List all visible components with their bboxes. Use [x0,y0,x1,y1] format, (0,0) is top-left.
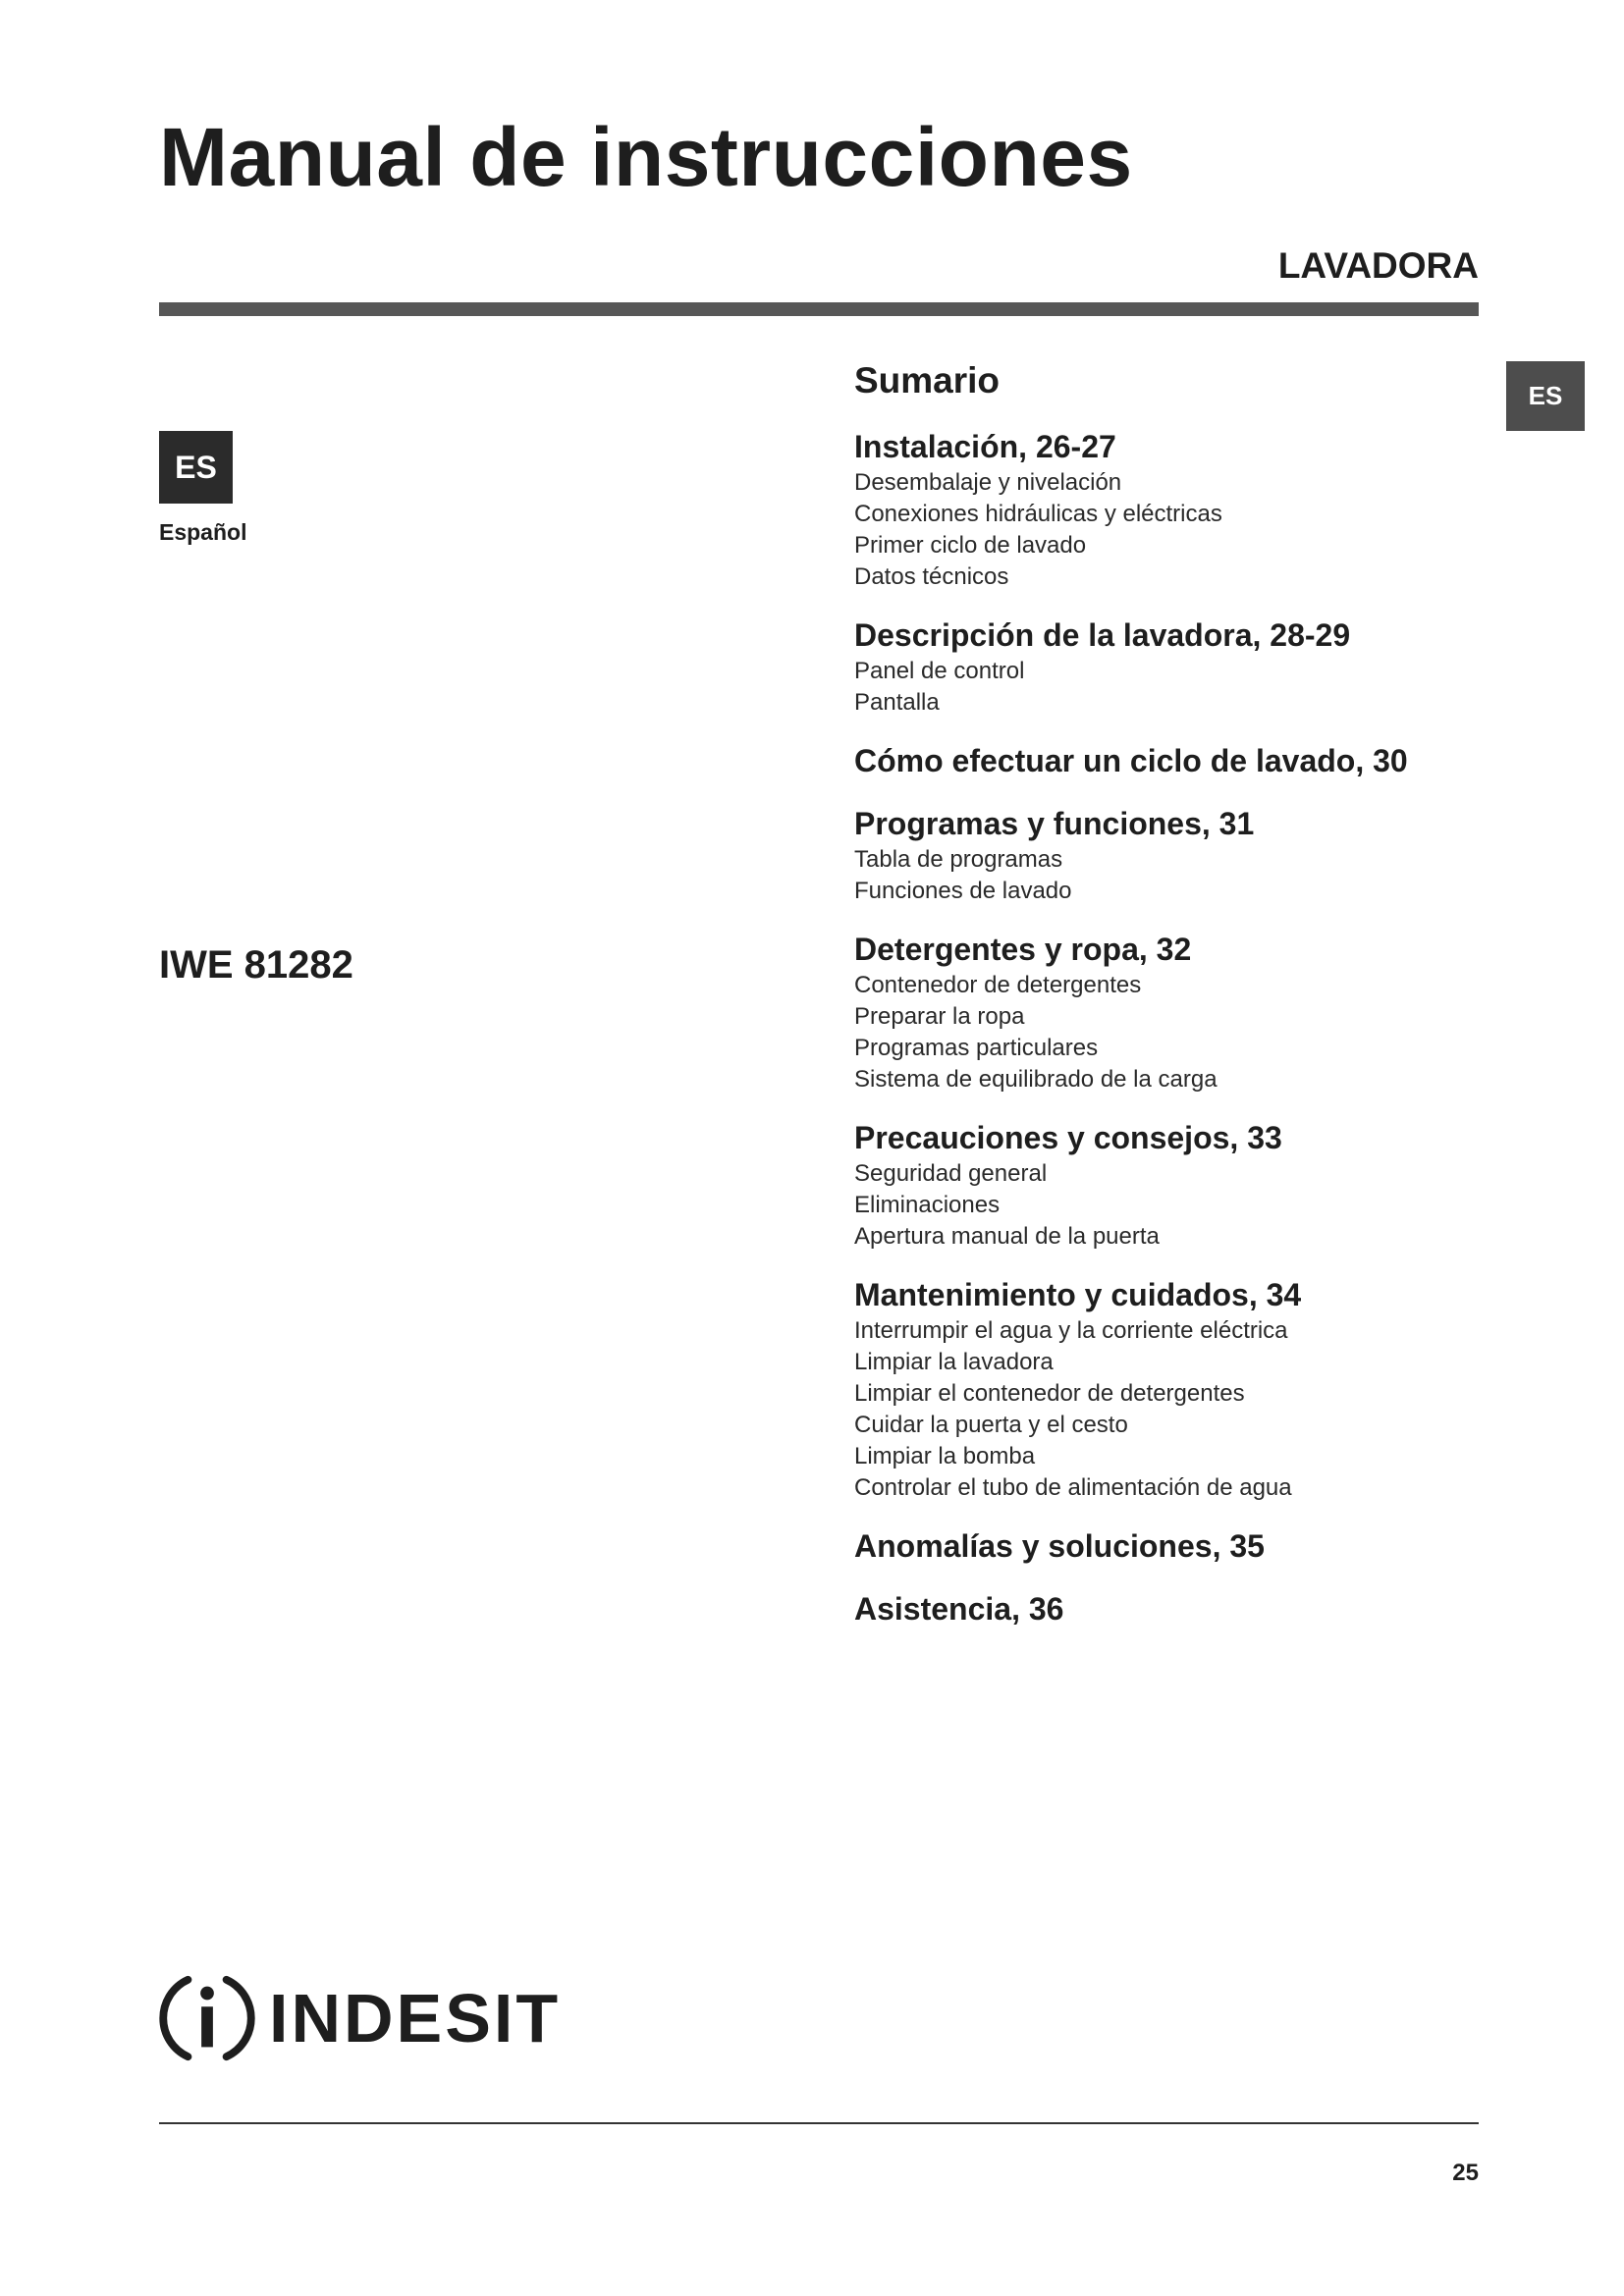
toc-item: Primer ciclo de lavado [854,532,1087,559]
toc-section-heading: Precauciones y consejos, 33 [854,1120,1282,1155]
toc-section [854,740,1483,781]
toc-item: Interrumpir el agua y la corriente eléctrica [854,1317,1288,1344]
toc-item: Seguridad general [854,1160,1048,1187]
toc-section-heading: Detergentes y ropa, 32 [854,932,1192,967]
side-language-tab: ES [1506,361,1585,431]
product-type: LAVADORA [1277,245,1479,286]
toc-item: Controlar el tubo de alimentación de agua [854,1474,1292,1501]
toc-item: Cuidar la puerta y el cesto [854,1412,1128,1438]
toc-section [854,803,1483,907]
toc-item: Apertura manual de la puerta [854,1223,1160,1250]
toc-section [854,614,1483,719]
toc-sections [854,426,1483,1629]
toc-section-heading: Instalación, 26-27 [854,429,1116,464]
toc-item: Limpiar la bomba [854,1443,1036,1469]
toc-section-heading: Programas y funciones, 31 [854,806,1255,841]
toc-section-heading: Cómo efectuar un ciclo de lavado, 30 [854,743,1408,778]
toc-item: Pantalla [854,689,940,716]
brand-name: INDESIT [269,1980,562,2056]
page-title: Manual de instrucciones [159,111,1133,203]
toc-item: Funciones de lavado [854,878,1072,904]
toc-item: Eliminaciones [854,1192,1001,1218]
toc-item: Limpiar el contenedor de detergentes [854,1380,1245,1407]
toc-item: Datos técnicos [854,563,1009,590]
toc-section-heading: Asistencia, 36 [854,1591,1064,1627]
toc-title: Sumario [854,360,1001,400]
toc-item: Conexiones hidráulicas y eléctricas [854,501,1222,527]
toc-section-heading: Descripción de la lavadora, 28-29 [854,617,1351,653]
page-number: 25 [1452,2160,1479,2186]
toc-section [854,1274,1483,1504]
toc-item: Programas particulares [854,1035,1099,1061]
toc-section [854,1117,1483,1253]
footer-rule [159,2122,1479,2124]
brand-logo [159,1969,561,2067]
toc-item: Contenedor de detergentes [854,972,1142,998]
toc-item: Limpiar la lavadora [854,1349,1054,1375]
header-rule [159,302,1479,316]
language-label: Español [159,519,247,545]
toc-section [854,1588,1483,1629]
toc-item: Tabla de programas [854,846,1063,873]
toc-section-heading: Anomalías y soluciones, 35 [854,1528,1265,1564]
toc-item: Desembalaje y nivelación [854,469,1122,496]
toc-section [854,1525,1483,1567]
toc-item: Sistema de equilibrado de la carga [854,1066,1218,1093]
toc-section-heading: Mantenimiento y cuidados, 34 [854,1277,1302,1312]
toc-item: Preparar la ropa [854,1003,1025,1030]
indesit-logo-icon [159,1969,255,2067]
toc-section [854,929,1483,1095]
toc-item: Panel de control [854,658,1025,684]
language-badge: ES [159,431,233,504]
model-number: IWE 81282 [159,943,353,987]
toc-section [854,426,1483,593]
table-of-contents [854,357,1483,1651]
